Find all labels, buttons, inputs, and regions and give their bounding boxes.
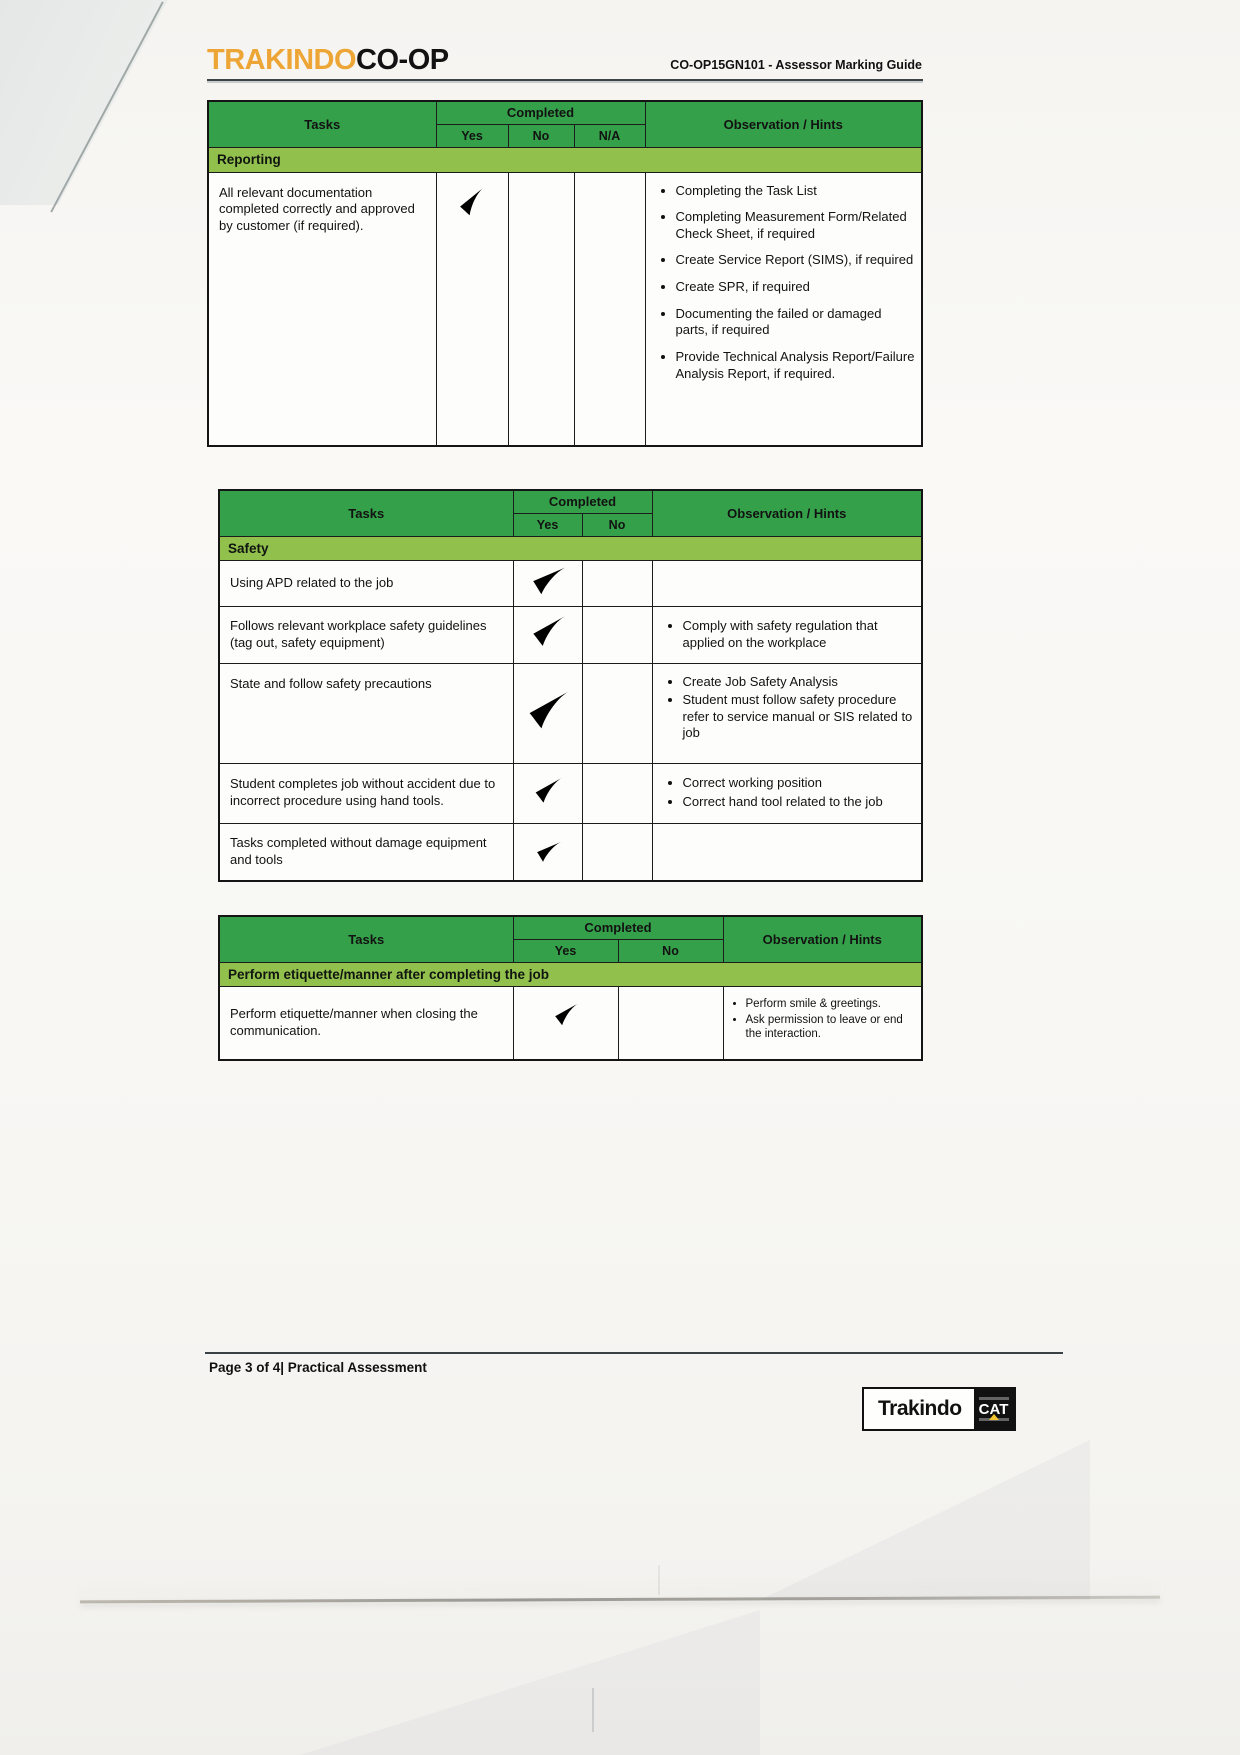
column-header-na: N/A	[574, 124, 645, 147]
table-row	[219, 606, 922, 663]
column-header-no: No	[618, 939, 723, 962]
no-cell	[582, 823, 652, 881]
column-header-completed: Completed	[513, 490, 652, 513]
page-number-label: Page 3 of 4| Practical Assessment	[209, 1360, 427, 1375]
column-header-tasks: Tasks	[208, 101, 436, 147]
observation-cell	[645, 172, 922, 446]
column-header-completed: Completed	[513, 916, 723, 939]
task-cell: Perform etiquette/manner when closing the communication.	[219, 986, 513, 1060]
yes-cell	[513, 606, 582, 663]
section-header-etiquette: Perform etiquette/manner after completing the job	[219, 962, 922, 986]
yes-cell	[436, 172, 508, 446]
column-header-yes: Yes	[513, 513, 582, 536]
observation-item: • Documenting the failed or damaged parts, if required	[676, 306, 916, 339]
observation-item: • Correct hand tool related to the job	[683, 794, 915, 811]
scan-speck	[592, 1688, 594, 1732]
observation-item: • Ask permission to leave or end the interaction.	[746, 1013, 915, 1042]
scan-corner-shadow	[0, 0, 175, 215]
observation-item: • Create SPR, if required	[676, 279, 916, 296]
table-row	[219, 560, 922, 606]
cat-logo-fineprint	[979, 1397, 1009, 1400]
reporting-table	[207, 100, 923, 447]
task-cell: Student completes job without accident due to incorrect procedure using hand tools.	[219, 763, 513, 823]
observation-cell	[652, 763, 922, 823]
column-header-tasks: Tasks	[219, 916, 513, 962]
brand-trakindo: TRAKINDO	[207, 44, 357, 76]
table-row	[219, 763, 922, 823]
trakindo-cat-logo	[862, 1387, 1016, 1431]
observation-item: • Create Job Safety Analysis	[683, 674, 915, 691]
scan-shadow	[760, 1440, 1090, 1600]
scan-speck	[658, 1565, 660, 1595]
observation-cell	[652, 663, 922, 763]
checkmark-icon	[525, 559, 571, 601]
column-header-observation: Observation / Hints	[723, 916, 922, 962]
yes-cell	[513, 763, 582, 823]
etiquette-table	[218, 915, 923, 1061]
no-cell	[618, 986, 723, 1060]
na-cell	[574, 172, 645, 446]
column-header-completed: Completed	[436, 101, 645, 124]
yes-cell	[513, 560, 582, 606]
checkmark-icon	[522, 687, 574, 735]
section-header-safety: Safety	[219, 536, 922, 560]
table-row	[219, 823, 922, 881]
checkmark-icon	[530, 775, 566, 807]
observation-item: • Completing Measurement Form/Related Check Sheet, if required	[676, 209, 916, 242]
no-cell	[582, 763, 652, 823]
yes-cell	[513, 986, 618, 1060]
yes-cell	[513, 823, 582, 881]
column-header-yes: Yes	[513, 939, 618, 962]
column-header-observation: Observation / Hints	[652, 490, 922, 536]
checkmark-icon	[527, 613, 569, 651]
scan-shadow	[300, 1610, 760, 1755]
checkmark-icon	[530, 836, 565, 867]
task-cell: Follows relevant workplace safety guidelines (tag out, safety equipment)	[219, 606, 513, 663]
column-header-no: No	[508, 124, 574, 147]
table-row	[219, 663, 922, 763]
task-cell: State and follow safety precautions	[219, 663, 513, 763]
observation-item: • Completing the Task List	[676, 183, 916, 200]
observation-item: • Provide Technical Analysis Report/Failure Analysis Report, if required.	[676, 349, 916, 382]
checkmark-icon	[550, 1001, 582, 1029]
no-cell	[582, 560, 652, 606]
column-header-no: No	[582, 513, 652, 536]
table-row	[208, 172, 922, 446]
observation-item: • Student must follow safety procedure refer to service manual or SIS related to job	[683, 692, 915, 742]
checkmark-icon	[451, 184, 492, 222]
section-header-reporting: Reporting	[208, 147, 922, 172]
cat-logo-word: CAT	[978, 1400, 1009, 1418]
footer-rule	[205, 1352, 1063, 1354]
observation-item: • Comply with safety regulation that applied on the workplace	[683, 618, 915, 651]
brand-coop: CO-OP	[356, 44, 449, 76]
task-cell: Tasks completed without damage equipment and tools	[219, 823, 513, 881]
brand-logo	[207, 44, 449, 77]
task-cell: Using APD related to the job	[219, 560, 513, 606]
no-cell	[508, 172, 574, 446]
column-header-yes: Yes	[436, 124, 508, 147]
observation-item: • Correct working position	[683, 775, 915, 792]
task-cell: All relevant documentation completed correctly and approved by customer (if required).	[208, 172, 436, 446]
observation-item: • Create Service Report (SIMS), if required	[676, 252, 916, 269]
cat-triangle-icon	[989, 1414, 999, 1420]
observation-cell	[723, 986, 922, 1060]
observation-item: • Perform smile & greetings.	[746, 997, 915, 1011]
safety-table	[218, 489, 923, 882]
column-header-observation: Observation / Hints	[645, 101, 922, 147]
observation-cell	[652, 606, 922, 663]
yes-cell	[513, 663, 582, 763]
trakindo-logo-text: Trakindo	[878, 1397, 962, 1420]
document-reference: CO-OP15GN101 - Assessor Marking Guide	[670, 58, 922, 72]
column-header-tasks: Tasks	[219, 490, 513, 536]
observation-cell	[652, 560, 922, 606]
header-rule	[207, 79, 923, 81]
cat-logo	[974, 1389, 1014, 1429]
observation-cell	[652, 823, 922, 881]
no-cell	[582, 663, 652, 763]
table-row	[219, 986, 922, 1060]
no-cell	[582, 606, 652, 663]
